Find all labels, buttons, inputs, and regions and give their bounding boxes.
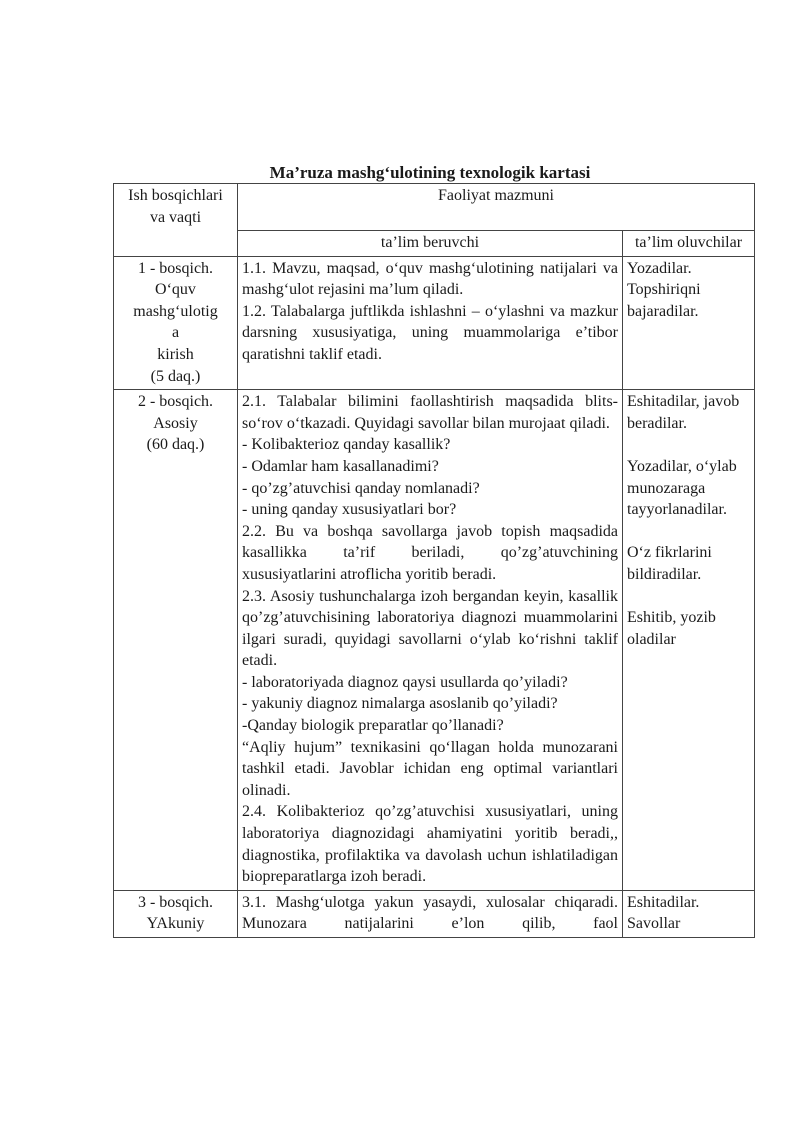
students-paragraph: Yozadilar. — [627, 259, 692, 277]
teacher-paragraph: 2.4. Kolibakterioz qo’zg’atuvchisi xususiyatlari, uning laboratoriya diagnozidagi ahamiyatini yoritib beradi,, diagnostika, profilaktika va davolash uchun ishlatiladigan biopreparatlarga izoh beradi. — [242, 803, 618, 886]
teacher-paragraph: 2.2. Bu va boshqa savollarga javob topish maqsadida kasallikka ta’rif beriladi, qo’zg’atuvchining xususiyatlarini atroflicha yoritib beradi. — [242, 522, 618, 583]
header-row — [114, 184, 755, 231]
teacher-paragraph: - Odamlar ham kasallanadimi? — [242, 457, 439, 475]
stage-cell — [114, 890, 238, 937]
students-cell — [623, 256, 755, 390]
stage-line: YAkuniy — [146, 915, 205, 933]
students-paragraph: Eshitib, yozib oladilar — [627, 609, 716, 648]
students-cell — [623, 390, 755, 891]
teacher-paragraph: 2.1. Talabalar bilimini faollashtirish maqsadida blits-so‘rov o‘tkazadi. Quyidagi savollar bilan murojaat qiladi. — [242, 393, 618, 432]
document-title: Ma’ruza mashg‘ulotining texnologik kartasi — [269, 163, 591, 182]
stage-line: O‘quv — [155, 281, 196, 299]
teacher-paragraph: -Qanday biologik preparatlar qo’llanadi? — [242, 717, 504, 735]
stage-cell — [114, 390, 238, 891]
stage-line: Asosiy — [153, 414, 198, 432]
header-students: ta’lim oluvchilar — [623, 231, 755, 257]
header-stage: Ish bosqichlari va vaqti — [114, 184, 238, 257]
stage-line: (60 daq.) — [146, 436, 205, 454]
teacher-paragraph: 1.1. Mavzu, maqsad, o‘quv mashg‘ulotining natijalari va mashg‘ulot rejasini ma’lum qiladi. — [242, 259, 618, 299]
students-paragraph: Yozadilar, o‘ylab munozaraga tayyorlanadilar. — [627, 457, 737, 519]
students-paragraph: Savollar — [627, 915, 681, 933]
students-spacer — [627, 586, 750, 608]
stage-line: kirish — [157, 345, 194, 363]
teacher-paragraph: 3.1. Mashg‘ulotga yakun yasaydi, xulosalar chiqaradi. Munozara natijalarini e’lon qilib, faol — [242, 893, 618, 933]
stage-line: (5 daq.) — [150, 367, 201, 385]
teacher-paragraph: - uning qanday xususiyatlari bor? — [242, 501, 457, 519]
teacher-paragraph: - Kolibakterioz qanday kasallik? — [242, 436, 451, 454]
technology-card-table — [113, 183, 755, 938]
teacher-paragraph: 2.3. Asosiy tushunchalarga izoh bergandan keyin, kasallik qo’zg’atuvchisining laboratoriya diagnozi muammolarini ilgari suradi, quyidagi savollarni o‘ylab ko‘rishni taklif etadi. — [242, 587, 618, 670]
stage-line: 2 - bosqich. — [137, 393, 214, 411]
stage-line: 1 - bosqich. — [137, 259, 214, 277]
teacher-cell — [238, 890, 623, 937]
teacher-paragraph: - qo’zg’atuvchisi qanday nomlanadi? — [242, 479, 480, 497]
students-cell — [623, 890, 755, 937]
stage-line: 3 - bosqich. — [137, 893, 214, 911]
students-spacer — [627, 521, 750, 543]
stage-line: a — [171, 324, 180, 342]
students-spacer — [627, 434, 750, 456]
teacher-paragraph: 1.2. Talabalarga juftlikda ishlashni – o‘ylashni va mazkur darsning xususiyatiga, uning muammolariga e’tibor qaratishni taklif etadi. — [242, 302, 618, 363]
teacher-paragraph: “Aqliy hujum” texnikasini qo‘llagan holda munozarani tashkil etadi. Javoblar ichidan eng optimal variantlari olinadi. — [242, 738, 618, 799]
students-paragraph: Topshiriqni bajaradilar. — [627, 281, 701, 320]
stage-line: mashg‘ulotig — [133, 302, 218, 320]
teacher-paragraph: - laboratoriyada diagnoz qaysi usullarda qo’yiladi? — [242, 673, 568, 691]
students-paragraph: Eshitadilar, javob beradilar. — [627, 393, 740, 432]
stage-cell — [114, 256, 238, 390]
table-row — [114, 256, 755, 390]
teacher-cell — [238, 256, 623, 390]
students-paragraph: O‘z fikrlarini bildiradilar. — [627, 544, 712, 583]
header-teacher: ta’lim beruvchi — [238, 231, 623, 257]
table-row — [114, 890, 755, 937]
table-row — [114, 390, 755, 891]
header-activity: Faoliyat mazmuni — [238, 184, 755, 231]
teacher-paragraph: - yakuniy diagnoz nimalarga asoslanib qo’yiladi? — [242, 695, 558, 713]
students-paragraph: Eshitadilar. — [627, 893, 700, 911]
teacher-cell — [238, 390, 623, 891]
